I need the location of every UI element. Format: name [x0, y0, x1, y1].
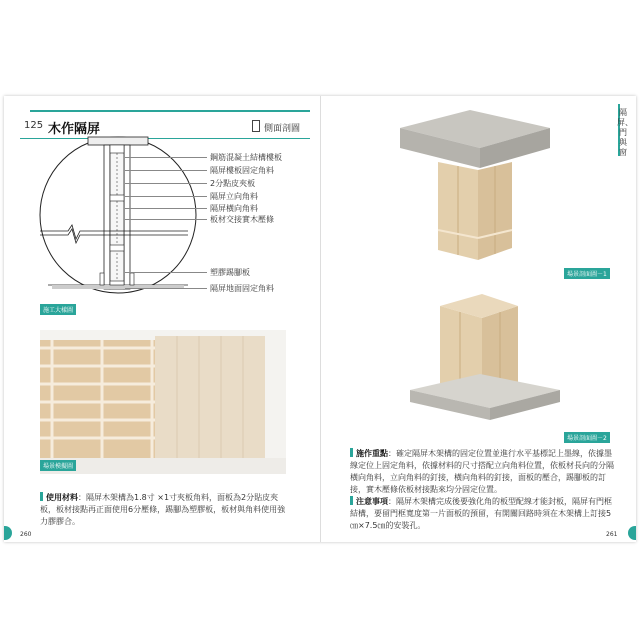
left-page-number: 260: [20, 531, 32, 538]
right-page-number: 261: [606, 531, 618, 538]
materials-note: [40, 492, 290, 528]
section-view-icon: [252, 120, 260, 132]
section-render-1: [400, 110, 550, 274]
page-edge-marker: [628, 526, 636, 540]
callout-label: 板材交接實木壓條: [210, 215, 274, 224]
notes-label: 注意事項: [356, 497, 388, 506]
header-accent-line: [30, 110, 310, 112]
callout-label: 2分點皮夾板: [210, 179, 256, 188]
render-tag-2: 場景剖面圖－2: [564, 432, 610, 443]
render-tag-1: 場景剖面圖－1: [564, 268, 610, 279]
callout-label: 鋼筋混凝土結構樓板: [210, 153, 282, 162]
materials-label: 使用材料: [46, 493, 78, 502]
page-fold: [320, 96, 321, 542]
construction-label: 施作重點: [356, 449, 388, 458]
callout-leader: [125, 272, 207, 273]
callout-label: 隔屏樓板固定角料: [210, 166, 274, 175]
notes-text: ：隔屏木架構完成後要強化角的板型配線才能封板，隔屏有門框結構，要留門框寬度第一片面板的預留，有開關回路時須在木架構上訂接5㎝×7.5㎝的安裝孔。: [350, 497, 612, 530]
chapter-side-tab: 隔屏、門與窗: [617, 108, 633, 157]
photo-tag: 場景模擬圖: [40, 460, 76, 471]
notes-section: [350, 496, 614, 532]
callout-leader: [125, 219, 207, 220]
callout-leader: [125, 183, 207, 184]
callout-leader: [125, 157, 207, 158]
diagram-tag: 施工大樣圖: [40, 304, 76, 315]
callout-label: 隔屏立向角料: [210, 192, 258, 201]
section-number: 125: [24, 120, 44, 131]
page-title: 木作隔屏: [48, 122, 101, 137]
construction-text: ：確定隔屏木架構的固定位置並進行水平基標記上墨線，依據墨線定位上固定角料，依據材料的尺寸搭配立向角料位置，依板材長向的分隔橫向角料，立向角料的釘接，橫向角料的釘接，面板的壓合，踢腳板的訂接，實木壓條依板材接點來均分固定位置。: [350, 449, 614, 494]
materials-text: ：隔屏木架構為1.8寸 ×1寸夾板角料，面板為2分貼皮夾板，板材接點再正面使用6分壓條，踢腳為塑膠板，板材與角料使用強力膠膠合。: [40, 493, 286, 526]
section-render-2: [410, 278, 560, 432]
view-label: 側面剖圖: [264, 124, 301, 134]
callout-leader: [125, 170, 207, 171]
callout-label: 隔屏橫向角料: [210, 204, 258, 213]
scene-photo: [40, 330, 286, 474]
bullet-marker: [350, 496, 353, 505]
bullet-marker: [40, 492, 43, 501]
callout-label: 隔屏地面固定角料: [210, 284, 274, 293]
detail-diagram: [38, 135, 198, 295]
callout-leader: [125, 196, 207, 197]
callout-leader: [125, 208, 207, 209]
bullet-marker: [350, 448, 353, 457]
callout-leader: [125, 288, 207, 289]
callout-label: 塑膠踢腳板: [210, 268, 250, 277]
construction-note: [350, 448, 614, 496]
